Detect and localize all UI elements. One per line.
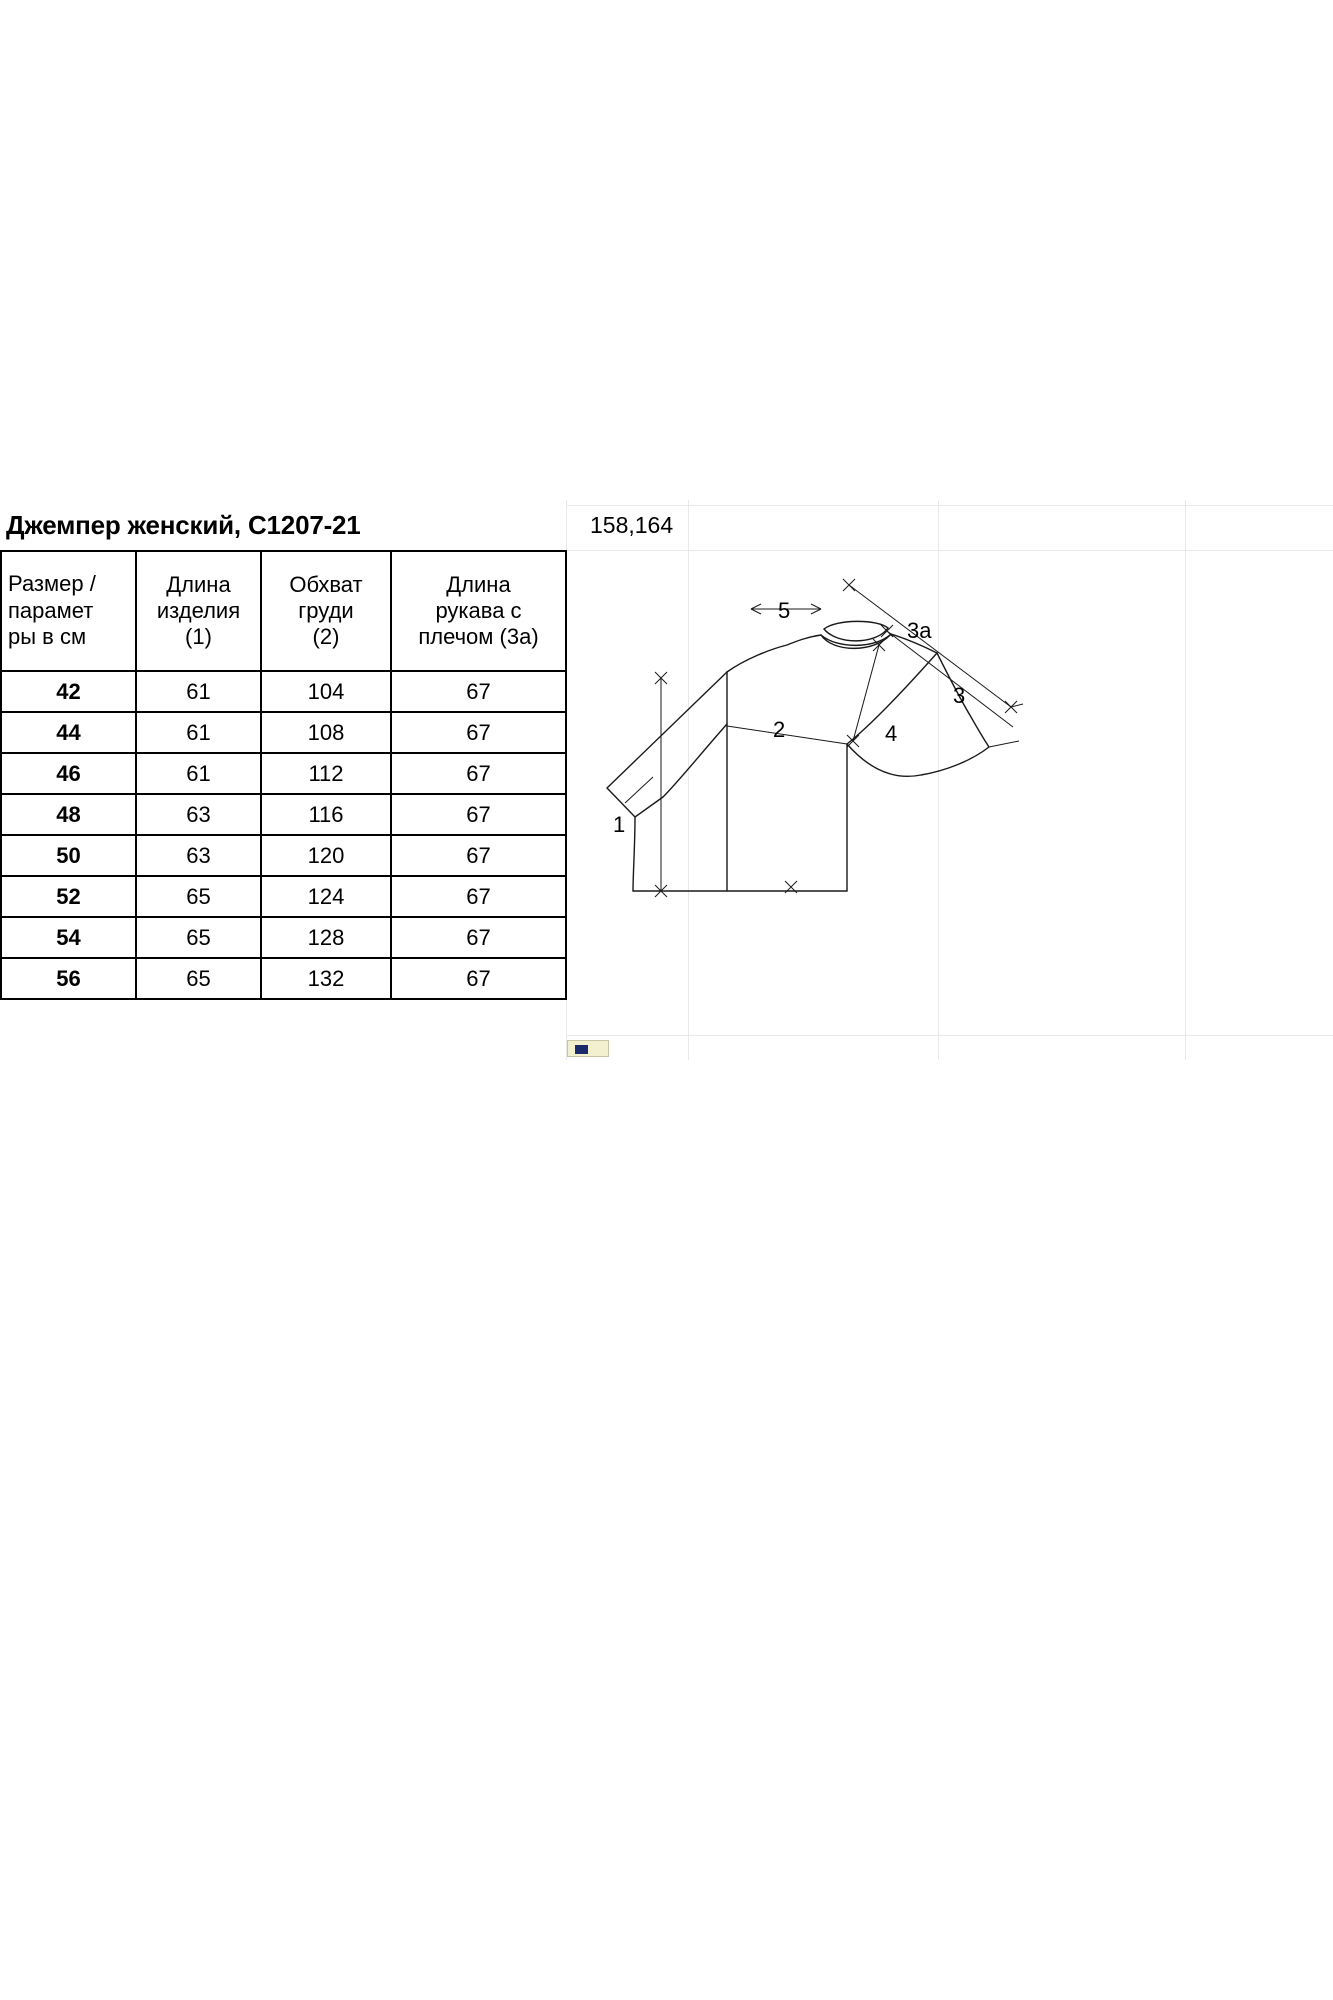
table-row (1, 753, 566, 794)
cell-sleeve: 67 (391, 958, 566, 999)
cell-sleeve: 67 (391, 835, 566, 876)
callout-1: 1 (613, 812, 626, 837)
cell-size: 52 (1, 876, 136, 917)
cell-chest: 108 (261, 712, 391, 753)
cell-size: 54 (1, 917, 136, 958)
cell-length: 63 (136, 794, 261, 835)
column-header-size (1, 551, 136, 671)
cell-length: 65 (136, 958, 261, 999)
callout-2: 2 (773, 717, 786, 742)
cell-chest: 132 (261, 958, 391, 999)
column-header-sleeve-line1: Длина (446, 572, 511, 598)
technical-drawing (575, 545, 1035, 955)
table-row (1, 712, 566, 753)
cell-size: 48 (1, 794, 136, 835)
size-table (0, 550, 567, 1000)
cell-length: 61 (136, 671, 261, 712)
cell-sleeve: 67 (391, 917, 566, 958)
title-row (0, 500, 565, 550)
column-header-sleeve-line2: рукава с (435, 598, 522, 624)
cell-chest: 124 (261, 876, 391, 917)
column-header-chest (261, 551, 391, 671)
cell-sleeve: 67 (391, 794, 566, 835)
table-row (1, 917, 566, 958)
callout-3a: 3а (907, 618, 932, 643)
cell-chest: 120 (261, 835, 391, 876)
callout-4: 4 (885, 721, 898, 746)
column-header-size-line2: парамет (8, 597, 94, 623)
cell-sleeve: 67 (391, 671, 566, 712)
table-row (1, 794, 566, 835)
cell-sleeve: 67 (391, 753, 566, 794)
column-header-chest-line3: (2) (312, 623, 340, 649)
column-header-sleeve-line3: плечом (3а) (418, 623, 539, 649)
table-row (1, 958, 566, 999)
cell-chest: 104 (261, 671, 391, 712)
cell-size: 42 (1, 671, 136, 712)
column-header-size-line3: ры в см (8, 624, 87, 650)
height-sizes-note: 158,164 (590, 511, 674, 538)
table-row (1, 835, 566, 876)
cell-marker-fill (575, 1045, 588, 1054)
table-row (1, 671, 566, 712)
cell-sleeve: 67 (391, 876, 566, 917)
cell-length: 65 (136, 876, 261, 917)
table-header-row (1, 551, 566, 671)
page-title: Джемпер женский, C1207-21 (6, 509, 361, 540)
table-row (1, 876, 566, 917)
cell-size: 44 (1, 712, 136, 753)
cell-chest: 128 (261, 917, 391, 958)
column-header-chest-line2: груди (298, 598, 354, 624)
column-header-length (136, 551, 261, 671)
column-header-length-line2: изделия (156, 598, 241, 624)
column-header-chest-line1: Обхват (289, 572, 363, 598)
cell-length: 65 (136, 917, 261, 958)
cell-sleeve: 67 (391, 712, 566, 753)
callout-3: 3 (953, 683, 966, 708)
cell-marker (567, 1040, 609, 1057)
callout-5: 5 (778, 598, 791, 623)
column-header-size-line1: Размер / (8, 570, 96, 596)
column-header-length-line3: (1) (185, 623, 212, 649)
column-header-sleeve (391, 551, 566, 671)
cell-length: 61 (136, 753, 261, 794)
column-header-length-line1: Длина (166, 572, 231, 598)
cell-length: 61 (136, 712, 261, 753)
cell-size: 56 (1, 958, 136, 999)
cell-chest: 116 (261, 794, 391, 835)
cell-length: 63 (136, 835, 261, 876)
cell-size: 50 (1, 835, 136, 876)
cell-chest: 112 (261, 753, 391, 794)
cell-size: 46 (1, 753, 136, 794)
